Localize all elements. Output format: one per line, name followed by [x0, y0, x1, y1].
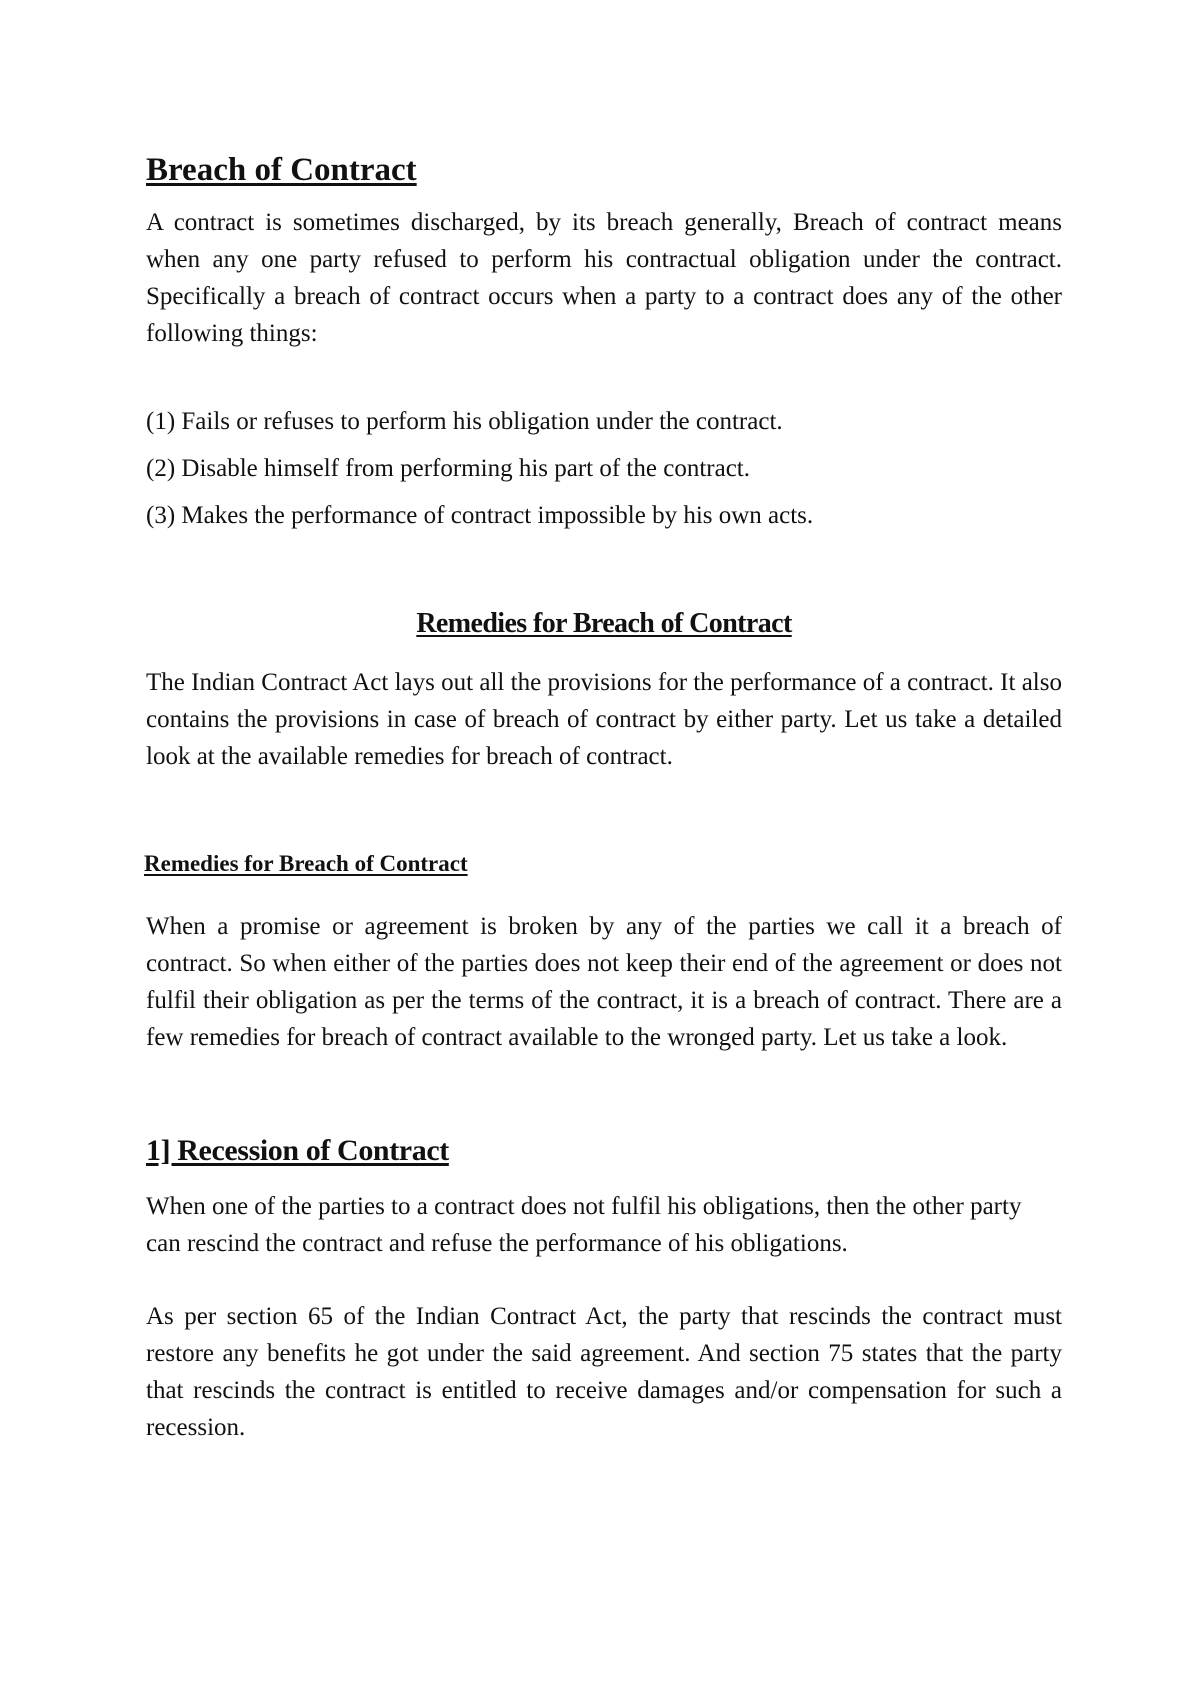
- remedies-heading: Remedies for Breach of Contract: [416, 608, 792, 639]
- remedies-subheading: Remedies for Breach of Contract: [144, 851, 468, 876]
- section1-paragraph-1: When one of the parties to a contract does not fulfil his obligations, then the other party can rescind the contract and refuse the performance of his obligations.: [146, 1193, 1022, 1257]
- list-item: (2) Disable himself from performing his part of the contract.: [146, 455, 750, 482]
- remedies-intro-paragraph: The Indian Contract Act lays out all the provisions for the performance of a contract. It also contains the provisions in case of breach of contract by either party. Let us take a detailed look at the available remedies for breach of contract.: [146, 669, 1062, 770]
- intro-paragraph: A contract is sometimes discharged, by its breach generally, Breach of contract means when any one party refused to perform his contractual obligation under the contract. Specifically a breach of contract occurs when a party to a contract does any of the other following things:: [146, 209, 1062, 347]
- list-item: (3) Makes the performance of contract impossible by his own acts.: [146, 502, 814, 529]
- document-title: Breach of Contract: [146, 152, 417, 188]
- list-item: (1) Fails or refuses to perform his obligation under the contract.: [146, 408, 783, 435]
- remedies-body-paragraph: When a promise or agreement is broken by any of the parties we call it a breach of contract. So when either of the parties does not keep their end of the agreement or does not fulfil their obligation as per the terms of the contract, it is a breach of contract. There are a few remedies for breach of contract available to the wronged party. Let us take a look.: [146, 913, 1062, 1051]
- section1-paragraph-2: As per section 65 of the Indian Contract Act, the party that rescinds the contract must restore any benefits he got under the said agreement. And section 75 states that the party that rescinds the contract is entitled to receive damages and/or compensation for such a recession.: [146, 1303, 1062, 1441]
- section1-heading: 1] Recession of Contract: [146, 1134, 449, 1167]
